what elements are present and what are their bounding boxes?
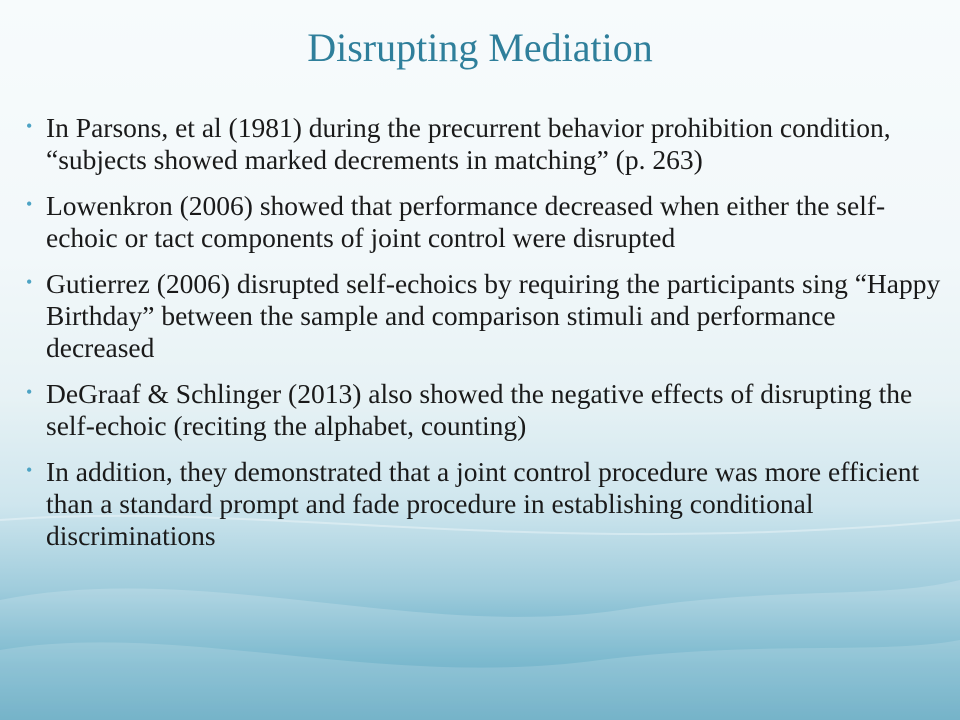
bullet-text: Gutierrez (2006) disrupted self-echoics by requiring the participants sing “Happy Birthday” between the sample and comparison stimuli and performance decreased	[46, 268, 941, 363]
bullet-item	[26, 190, 950, 254]
bullet-dot-icon: •	[26, 460, 33, 480]
bullet-dot-icon: •	[26, 272, 33, 292]
bullet-item	[26, 268, 950, 364]
bullet-item	[26, 378, 950, 442]
bullet-dot-icon: •	[26, 382, 33, 402]
slide-title: Disrupting Mediation	[307, 25, 653, 70]
bullet-item	[26, 112, 950, 176]
bullet-text: In Parsons, et al (1981) during the precurrent behavior prohibition condition, “subjects showed marked decrements in matching” (p. 263)	[46, 112, 891, 175]
bullet-text: Lowenkron (2006) showed that performance decreased when either the self-echoic or tact components of joint control were disrupted	[46, 190, 886, 253]
bullet-text: DeGraaf & Schlinger (2013) also showed the negative effects of disrupting the self-echoic (reciting the alphabet, counting)	[46, 378, 913, 441]
bullet-item	[26, 456, 950, 552]
bullet-dot-icon: •	[26, 116, 33, 136]
bullet-list	[26, 112, 950, 566]
bullet-dot-icon: •	[26, 194, 33, 214]
bullet-text: In addition, they demonstrated that a joint control procedure was more efficient than a standard prompt and fade procedure in establishing conditional discriminations	[46, 456, 920, 551]
